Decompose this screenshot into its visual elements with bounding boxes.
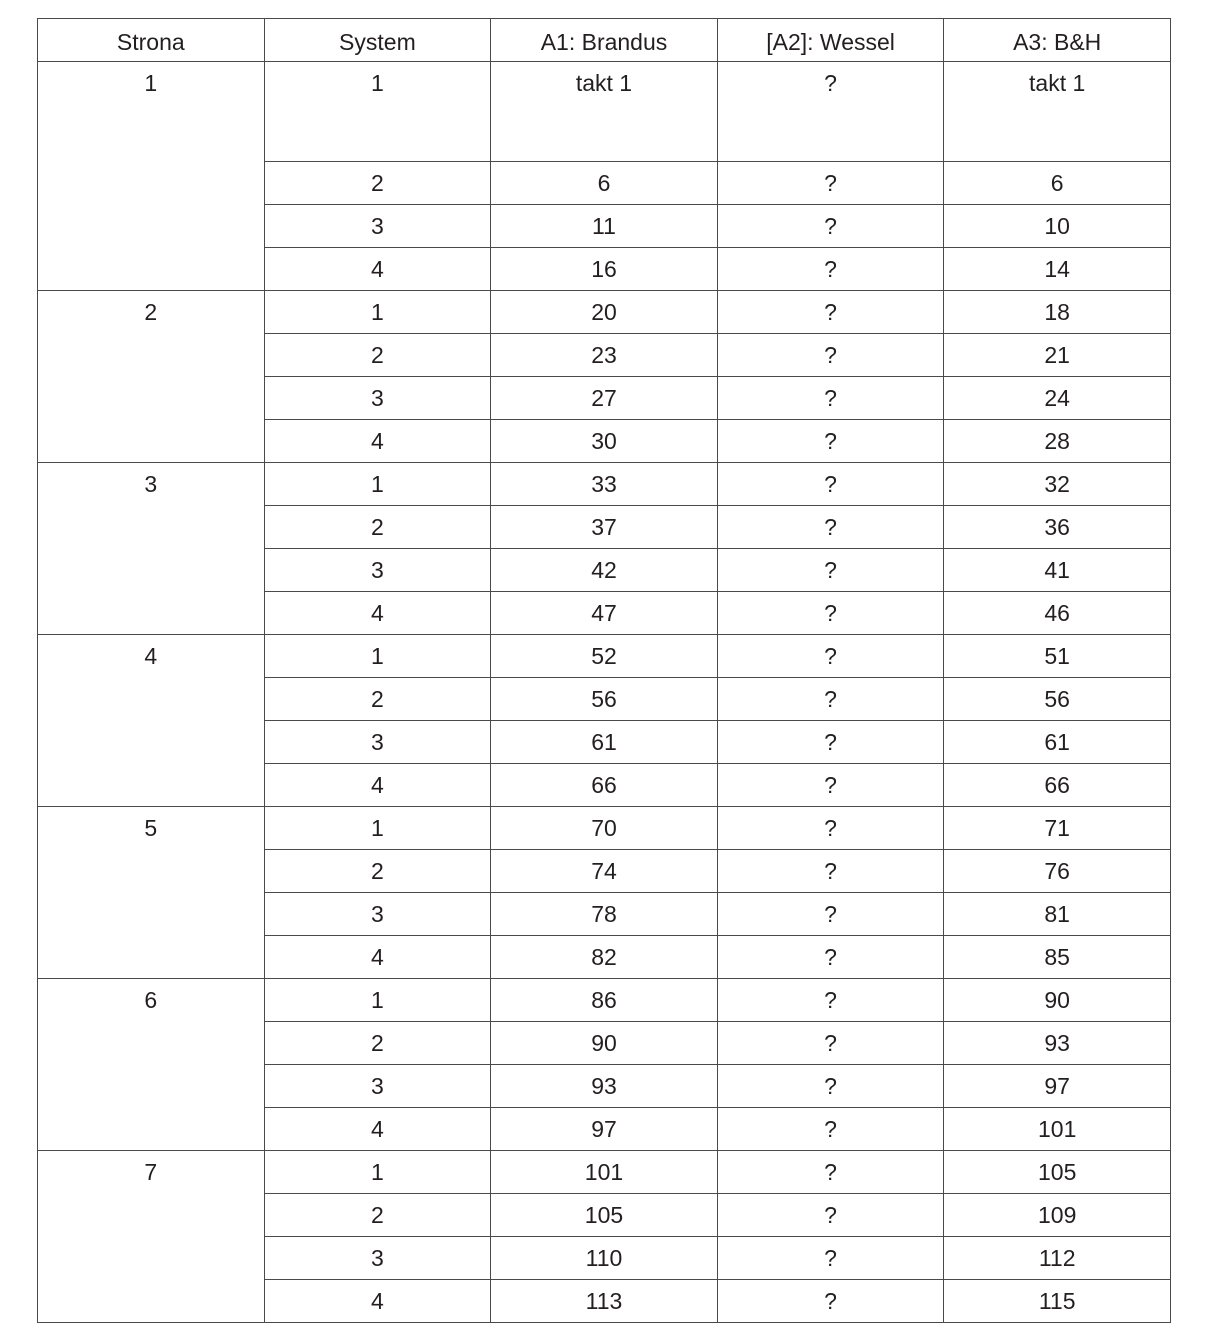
strona-cell: 5 <box>38 807 265 979</box>
system-cell: 1 <box>264 463 491 506</box>
a3-bh-cell: 76 <box>944 850 1171 893</box>
a1-brandus-cell: 47 <box>491 592 718 635</box>
a1-brandus-cell: 82 <box>491 936 718 979</box>
strona-cell: 2 <box>38 291 265 463</box>
system-cell: 1 <box>264 635 491 678</box>
system-cell: 4 <box>264 248 491 291</box>
a3-bh-cell: 90 <box>944 979 1171 1022</box>
a1-brandus-cell: 52 <box>491 635 718 678</box>
a3-bh-cell: 14 <box>944 248 1171 291</box>
system-cell: 2 <box>264 678 491 721</box>
a2-wessel-cell: ? <box>717 635 944 678</box>
a1-brandus-cell: 78 <box>491 893 718 936</box>
system-cell: 3 <box>264 205 491 248</box>
a3-bh-cell: takt 1 <box>944 62 1171 162</box>
a3-bh-cell: 61 <box>944 721 1171 764</box>
system-cell: 2 <box>264 162 491 205</box>
a2-wessel-cell: ? <box>717 506 944 549</box>
table-body <box>38 62 1171 1323</box>
a3-bh-cell: 51 <box>944 635 1171 678</box>
system-cell: 4 <box>264 592 491 635</box>
a1-brandus-cell: 27 <box>491 377 718 420</box>
table-row <box>38 463 1171 506</box>
a2-wessel-cell: ? <box>717 420 944 463</box>
strona-cell: 6 <box>38 979 265 1151</box>
header-a2-wessel: [A2]: Wessel <box>717 19 944 62</box>
a2-wessel-cell: ? <box>717 1065 944 1108</box>
strona-cell: 7 <box>38 1151 265 1323</box>
system-cell: 2 <box>264 850 491 893</box>
a3-bh-cell: 41 <box>944 549 1171 592</box>
a3-bh-cell: 112 <box>944 1237 1171 1280</box>
a1-brandus-cell: 61 <box>491 721 718 764</box>
a2-wessel-cell: ? <box>717 721 944 764</box>
a1-brandus-cell: 37 <box>491 506 718 549</box>
a1-brandus-cell: 11 <box>491 205 718 248</box>
header-a3-bh: A3: B&H <box>944 19 1171 62</box>
a3-bh-cell: 101 <box>944 1108 1171 1151</box>
a1-brandus-cell: 23 <box>491 334 718 377</box>
a1-brandus-cell: 86 <box>491 979 718 1022</box>
a2-wessel-cell: ? <box>717 162 944 205</box>
a3-bh-cell: 21 <box>944 334 1171 377</box>
system-cell: 4 <box>264 420 491 463</box>
system-cell: 3 <box>264 1065 491 1108</box>
a1-brandus-cell: 101 <box>491 1151 718 1194</box>
a2-wessel-cell: ? <box>717 592 944 635</box>
a2-wessel-cell: ? <box>717 979 944 1022</box>
a2-wessel-cell: ? <box>717 678 944 721</box>
a3-bh-cell: 6 <box>944 162 1171 205</box>
a3-bh-cell: 66 <box>944 764 1171 807</box>
a3-bh-cell: 97 <box>944 1065 1171 1108</box>
header-system: System <box>264 19 491 62</box>
table-row <box>38 807 1171 850</box>
a2-wessel-cell: ? <box>717 549 944 592</box>
a2-wessel-cell: ? <box>717 205 944 248</box>
a3-bh-cell: 18 <box>944 291 1171 334</box>
header-a1-brandus: A1: Brandus <box>491 19 718 62</box>
system-cell: 3 <box>264 721 491 764</box>
strona-cell: 3 <box>38 463 265 635</box>
a1-brandus-cell: takt 1 <box>491 62 718 162</box>
table-row <box>38 1151 1171 1194</box>
table-row <box>38 62 1171 162</box>
a3-bh-cell: 24 <box>944 377 1171 420</box>
a2-wessel-cell: ? <box>717 1151 944 1194</box>
a1-brandus-cell: 42 <box>491 549 718 592</box>
a1-brandus-cell: 113 <box>491 1280 718 1323</box>
system-cell: 1 <box>264 979 491 1022</box>
a3-bh-cell: 109 <box>944 1194 1171 1237</box>
a2-wessel-cell: ? <box>717 463 944 506</box>
a1-brandus-cell: 97 <box>491 1108 718 1151</box>
strona-cell: 4 <box>38 635 265 807</box>
system-cell: 1 <box>264 1151 491 1194</box>
system-cell: 3 <box>264 377 491 420</box>
system-cell: 2 <box>264 1022 491 1065</box>
a3-bh-cell: 36 <box>944 506 1171 549</box>
system-cell: 4 <box>264 936 491 979</box>
a1-brandus-cell: 110 <box>491 1237 718 1280</box>
a3-bh-cell: 56 <box>944 678 1171 721</box>
system-cell: 3 <box>264 549 491 592</box>
a2-wessel-cell: ? <box>717 893 944 936</box>
a1-brandus-cell: 74 <box>491 850 718 893</box>
a2-wessel-cell: ? <box>717 248 944 291</box>
a2-wessel-cell: ? <box>717 291 944 334</box>
a2-wessel-cell: ? <box>717 764 944 807</box>
a3-bh-cell: 93 <box>944 1022 1171 1065</box>
a3-bh-cell: 105 <box>944 1151 1171 1194</box>
a3-bh-cell: 115 <box>944 1280 1171 1323</box>
header-row <box>38 19 1171 62</box>
a3-bh-cell: 46 <box>944 592 1171 635</box>
a1-brandus-cell: 20 <box>491 291 718 334</box>
header-strona: Strona <box>38 19 265 62</box>
a3-bh-cell: 71 <box>944 807 1171 850</box>
a1-brandus-cell: 105 <box>491 1194 718 1237</box>
a2-wessel-cell: ? <box>717 1108 944 1151</box>
concordance-table <box>37 18 1171 1323</box>
a1-brandus-cell: 16 <box>491 248 718 291</box>
a3-bh-cell: 10 <box>944 205 1171 248</box>
system-cell: 2 <box>264 506 491 549</box>
table-row <box>38 979 1171 1022</box>
a2-wessel-cell: ? <box>717 936 944 979</box>
a2-wessel-cell: ? <box>717 1280 944 1323</box>
system-cell: 4 <box>264 764 491 807</box>
system-cell: 3 <box>264 893 491 936</box>
a2-wessel-cell: ? <box>717 850 944 893</box>
a2-wessel-cell: ? <box>717 62 944 162</box>
a2-wessel-cell: ? <box>717 1022 944 1065</box>
a2-wessel-cell: ? <box>717 807 944 850</box>
system-cell: 4 <box>264 1108 491 1151</box>
a3-bh-cell: 85 <box>944 936 1171 979</box>
a1-brandus-cell: 70 <box>491 807 718 850</box>
strona-cell: 1 <box>38 62 265 291</box>
a1-brandus-cell: 56 <box>491 678 718 721</box>
system-cell: 2 <box>264 1194 491 1237</box>
a3-bh-cell: 81 <box>944 893 1171 936</box>
system-cell: 1 <box>264 62 491 162</box>
system-cell: 2 <box>264 334 491 377</box>
a2-wessel-cell: ? <box>717 1237 944 1280</box>
a1-brandus-cell: 90 <box>491 1022 718 1065</box>
table-row <box>38 291 1171 334</box>
a3-bh-cell: 28 <box>944 420 1171 463</box>
system-cell: 1 <box>264 291 491 334</box>
a2-wessel-cell: ? <box>717 334 944 377</box>
a1-brandus-cell: 66 <box>491 764 718 807</box>
a2-wessel-cell: ? <box>717 377 944 420</box>
a1-brandus-cell: 33 <box>491 463 718 506</box>
system-cell: 4 <box>264 1280 491 1323</box>
a1-brandus-cell: 93 <box>491 1065 718 1108</box>
a1-brandus-cell: 30 <box>491 420 718 463</box>
system-cell: 3 <box>264 1237 491 1280</box>
a2-wessel-cell: ? <box>717 1194 944 1237</box>
system-cell: 1 <box>264 807 491 850</box>
a1-brandus-cell: 6 <box>491 162 718 205</box>
table-row <box>38 635 1171 678</box>
a3-bh-cell: 32 <box>944 463 1171 506</box>
